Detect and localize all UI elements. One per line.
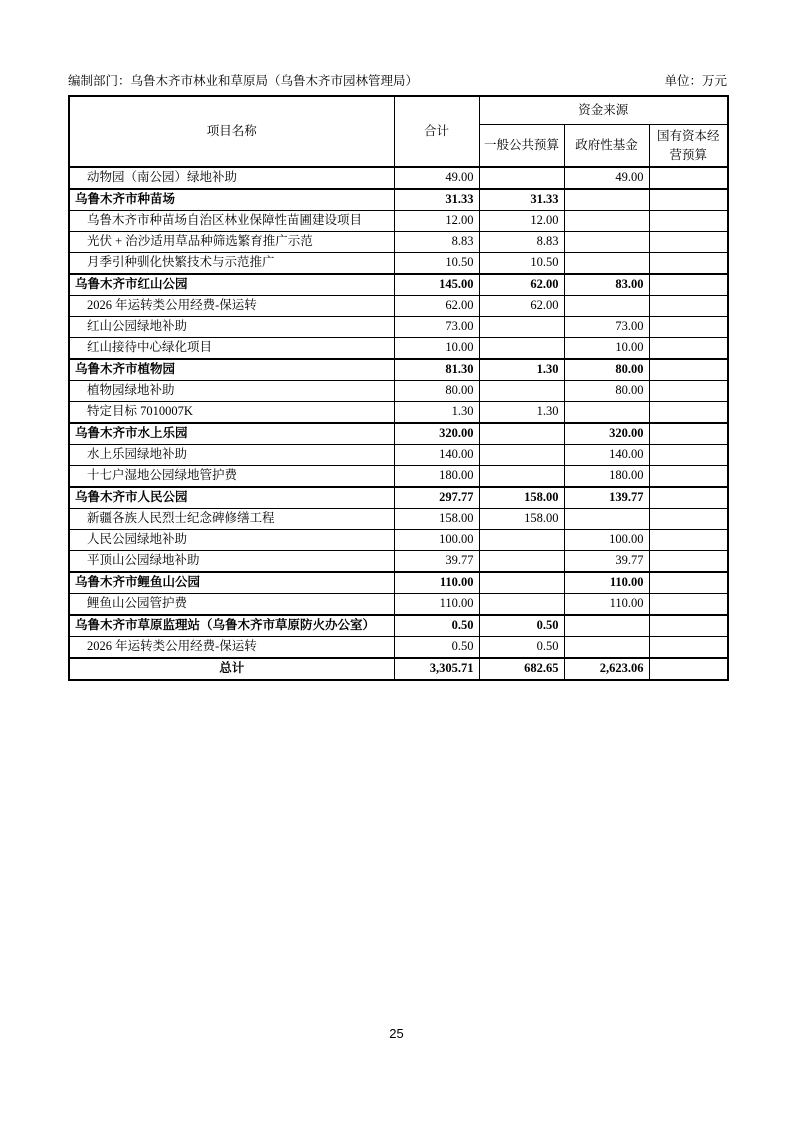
state-capital-cell (649, 211, 728, 232)
total-cell: 180.00 (394, 466, 479, 488)
project-name-cell: 鲤鱼山公园管护费 (69, 594, 394, 616)
project-name-cell: 乌鲁木齐市种苗场 (69, 189, 394, 211)
general-budget-cell: 0.50 (479, 637, 564, 659)
section-row (69, 487, 728, 509)
table-row (69, 381, 728, 402)
government-fund-cell (564, 296, 649, 317)
column-header-general-public-budget: 一般公共预算 (479, 125, 564, 168)
table-row (69, 338, 728, 360)
general-budget-cell (479, 381, 564, 402)
government-fund-cell: 49.00 (564, 167, 649, 189)
government-fund-cell (564, 402, 649, 424)
column-header-government-funds: 政府性基金 (564, 125, 649, 168)
section-row (69, 189, 728, 211)
general-budget-cell (479, 423, 564, 445)
government-fund-cell: 83.00 (564, 274, 649, 296)
total-cell: 0.50 (394, 637, 479, 659)
general-budget-cell: 0.50 (479, 615, 564, 637)
total-cell: 110.00 (394, 594, 479, 616)
column-header-total: 合计 (394, 96, 479, 167)
table-meta-line (68, 74, 727, 89)
state-capital-cell (649, 637, 728, 659)
project-name-cell: 人民公园绿地补助 (69, 530, 394, 551)
state-capital-cell (649, 167, 728, 189)
general-budget-cell: 62.00 (479, 296, 564, 317)
total-cell: 73.00 (394, 317, 479, 338)
table-row (69, 317, 728, 338)
state-capital-cell (649, 615, 728, 637)
general-budget-cell (479, 530, 564, 551)
budget-table (68, 95, 729, 681)
general-budget-cell (479, 338, 564, 360)
government-fund-cell: 10.00 (564, 338, 649, 360)
general-budget-cell: 1.30 (479, 359, 564, 381)
general-budget-cell (479, 594, 564, 616)
general-budget-cell: 1.30 (479, 402, 564, 424)
total-cell: 1.30 (394, 402, 479, 424)
state-capital-cell (649, 551, 728, 573)
total-cell: 81.30 (394, 359, 479, 381)
general-budget-cell: 31.33 (479, 189, 564, 211)
total-cell: 320.00 (394, 423, 479, 445)
table-row (69, 296, 728, 317)
government-fund-cell: 140.00 (564, 445, 649, 466)
state-capital-cell (649, 338, 728, 360)
table-header (69, 96, 728, 167)
government-fund-cell: 39.77 (564, 551, 649, 573)
state-capital-cell (649, 487, 728, 509)
table-row (69, 253, 728, 275)
state-capital-cell (649, 445, 728, 466)
total-cell: 10.00 (394, 338, 479, 360)
project-name-cell: 新疆各族人民烈士纪念碑修缮工程 (69, 509, 394, 530)
general-budget-cell (479, 551, 564, 573)
table-row (69, 167, 728, 189)
project-name-cell: 乌鲁木齐市种苗场自治区林业保障性苗圃建设项目 (69, 211, 394, 232)
project-name-cell: 乌鲁木齐市草原监理站（乌鲁木齐市草原防火办公室） (69, 615, 394, 637)
table-row (69, 594, 728, 616)
government-fund-cell (564, 615, 649, 637)
project-name-cell: 光伏 + 治沙适用草品种筛选繁育推广示范 (69, 232, 394, 253)
column-header-state-capital-budget: 国有资本经营预算 (649, 125, 728, 168)
government-fund-cell: 110.00 (564, 572, 649, 594)
government-fund-cell: 80.00 (564, 359, 649, 381)
general-budget-cell: 62.00 (479, 274, 564, 296)
section-row (69, 423, 728, 445)
government-fund-cell: 100.00 (564, 530, 649, 551)
project-name-cell: 月季引种驯化快繁技术与示范推广 (69, 253, 394, 275)
page-number: 25 (389, 1026, 404, 1041)
total-cell: 3,305.71 (394, 658, 479, 680)
project-name-cell: 乌鲁木齐市水上乐园 (69, 423, 394, 445)
total-cell: 158.00 (394, 509, 479, 530)
state-capital-cell (649, 572, 728, 594)
state-capital-cell (649, 274, 728, 296)
table-row (69, 551, 728, 573)
table-row (69, 232, 728, 253)
table-row (69, 637, 728, 659)
general-budget-cell: 12.00 (479, 211, 564, 232)
general-budget-cell: 682.65 (479, 658, 564, 680)
table-row (69, 509, 728, 530)
government-fund-cell: 139.77 (564, 487, 649, 509)
total-cell: 145.00 (394, 274, 479, 296)
general-budget-cell: 158.00 (479, 487, 564, 509)
table-row (69, 530, 728, 551)
project-name-cell: 水上乐园绿地补助 (69, 445, 394, 466)
prepared-by-label: 编制部门：乌鲁木齐市林业和草原局（乌鲁木齐市园林管理局） (68, 74, 419, 88)
grand-total-row (69, 658, 728, 680)
state-capital-cell (649, 658, 728, 680)
table-body (69, 167, 728, 680)
general-budget-cell (479, 167, 564, 189)
table-row (69, 466, 728, 488)
government-fund-cell: 2,623.06 (564, 658, 649, 680)
government-fund-cell: 320.00 (564, 423, 649, 445)
section-row (69, 572, 728, 594)
state-capital-cell (649, 381, 728, 402)
state-capital-cell (649, 253, 728, 275)
state-capital-cell (649, 317, 728, 338)
project-name-cell: 植物园绿地补助 (69, 381, 394, 402)
unit-label: 单位：万元 (664, 74, 727, 88)
project-name-cell: 红山接待中心绿化项目 (69, 338, 394, 360)
total-cell: 49.00 (394, 167, 479, 189)
project-name-cell: 动物园（南公园）绿地补助 (69, 167, 394, 189)
project-name-cell: 十七户湿地公园绿地管护费 (69, 466, 394, 488)
government-fund-cell: 73.00 (564, 317, 649, 338)
general-budget-cell: 10.50 (479, 253, 564, 275)
project-name-cell: 特定目标 7010007K (69, 402, 394, 424)
project-name-cell: 2026 年运转类公用经费-保运转 (69, 296, 394, 317)
section-row (69, 615, 728, 637)
table-row (69, 211, 728, 232)
state-capital-cell (649, 189, 728, 211)
total-cell: 12.00 (394, 211, 479, 232)
government-fund-cell: 110.00 (564, 594, 649, 616)
state-capital-cell (649, 359, 728, 381)
state-capital-cell (649, 296, 728, 317)
project-name-cell: 2026 年运转类公用经费-保运转 (69, 637, 394, 659)
state-capital-cell (649, 594, 728, 616)
state-capital-cell (649, 466, 728, 488)
total-cell: 80.00 (394, 381, 479, 402)
government-fund-cell (564, 189, 649, 211)
project-name-cell: 红山公园绿地补助 (69, 317, 394, 338)
general-budget-cell (479, 445, 564, 466)
table-row (69, 402, 728, 424)
government-fund-cell (564, 253, 649, 275)
government-fund-cell (564, 211, 649, 232)
total-cell: 8.83 (394, 232, 479, 253)
column-header-project-name: 项目名称 (69, 96, 394, 167)
total-cell: 62.00 (394, 296, 479, 317)
general-budget-cell (479, 572, 564, 594)
general-budget-cell: 158.00 (479, 509, 564, 530)
project-name-cell: 乌鲁木齐市植物园 (69, 359, 394, 381)
general-budget-cell (479, 466, 564, 488)
state-capital-cell (649, 509, 728, 530)
total-cell: 110.00 (394, 572, 479, 594)
project-name-cell: 平顶山公园绿地补助 (69, 551, 394, 573)
general-budget-cell: 8.83 (479, 232, 564, 253)
total-cell: 140.00 (394, 445, 479, 466)
total-cell: 100.00 (394, 530, 479, 551)
project-name-cell: 总计 (69, 658, 394, 680)
government-fund-cell: 80.00 (564, 381, 649, 402)
total-cell: 0.50 (394, 615, 479, 637)
section-row (69, 274, 728, 296)
total-cell: 39.77 (394, 551, 479, 573)
column-header-funding-source: 资金来源 (479, 96, 728, 125)
general-budget-cell (479, 317, 564, 338)
state-capital-cell (649, 232, 728, 253)
section-row (69, 359, 728, 381)
total-cell: 297.77 (394, 487, 479, 509)
government-fund-cell: 180.00 (564, 466, 649, 488)
government-fund-cell (564, 232, 649, 253)
project-name-cell: 乌鲁木齐市鲤鱼山公园 (69, 572, 394, 594)
total-cell: 10.50 (394, 253, 479, 275)
project-name-cell: 乌鲁木齐市人民公园 (69, 487, 394, 509)
total-cell: 31.33 (394, 189, 479, 211)
government-fund-cell (564, 637, 649, 659)
state-capital-cell (649, 530, 728, 551)
state-capital-cell (649, 423, 728, 445)
table-row (69, 445, 728, 466)
state-capital-cell (649, 402, 728, 424)
project-name-cell: 乌鲁木齐市红山公园 (69, 274, 394, 296)
government-fund-cell (564, 509, 649, 530)
